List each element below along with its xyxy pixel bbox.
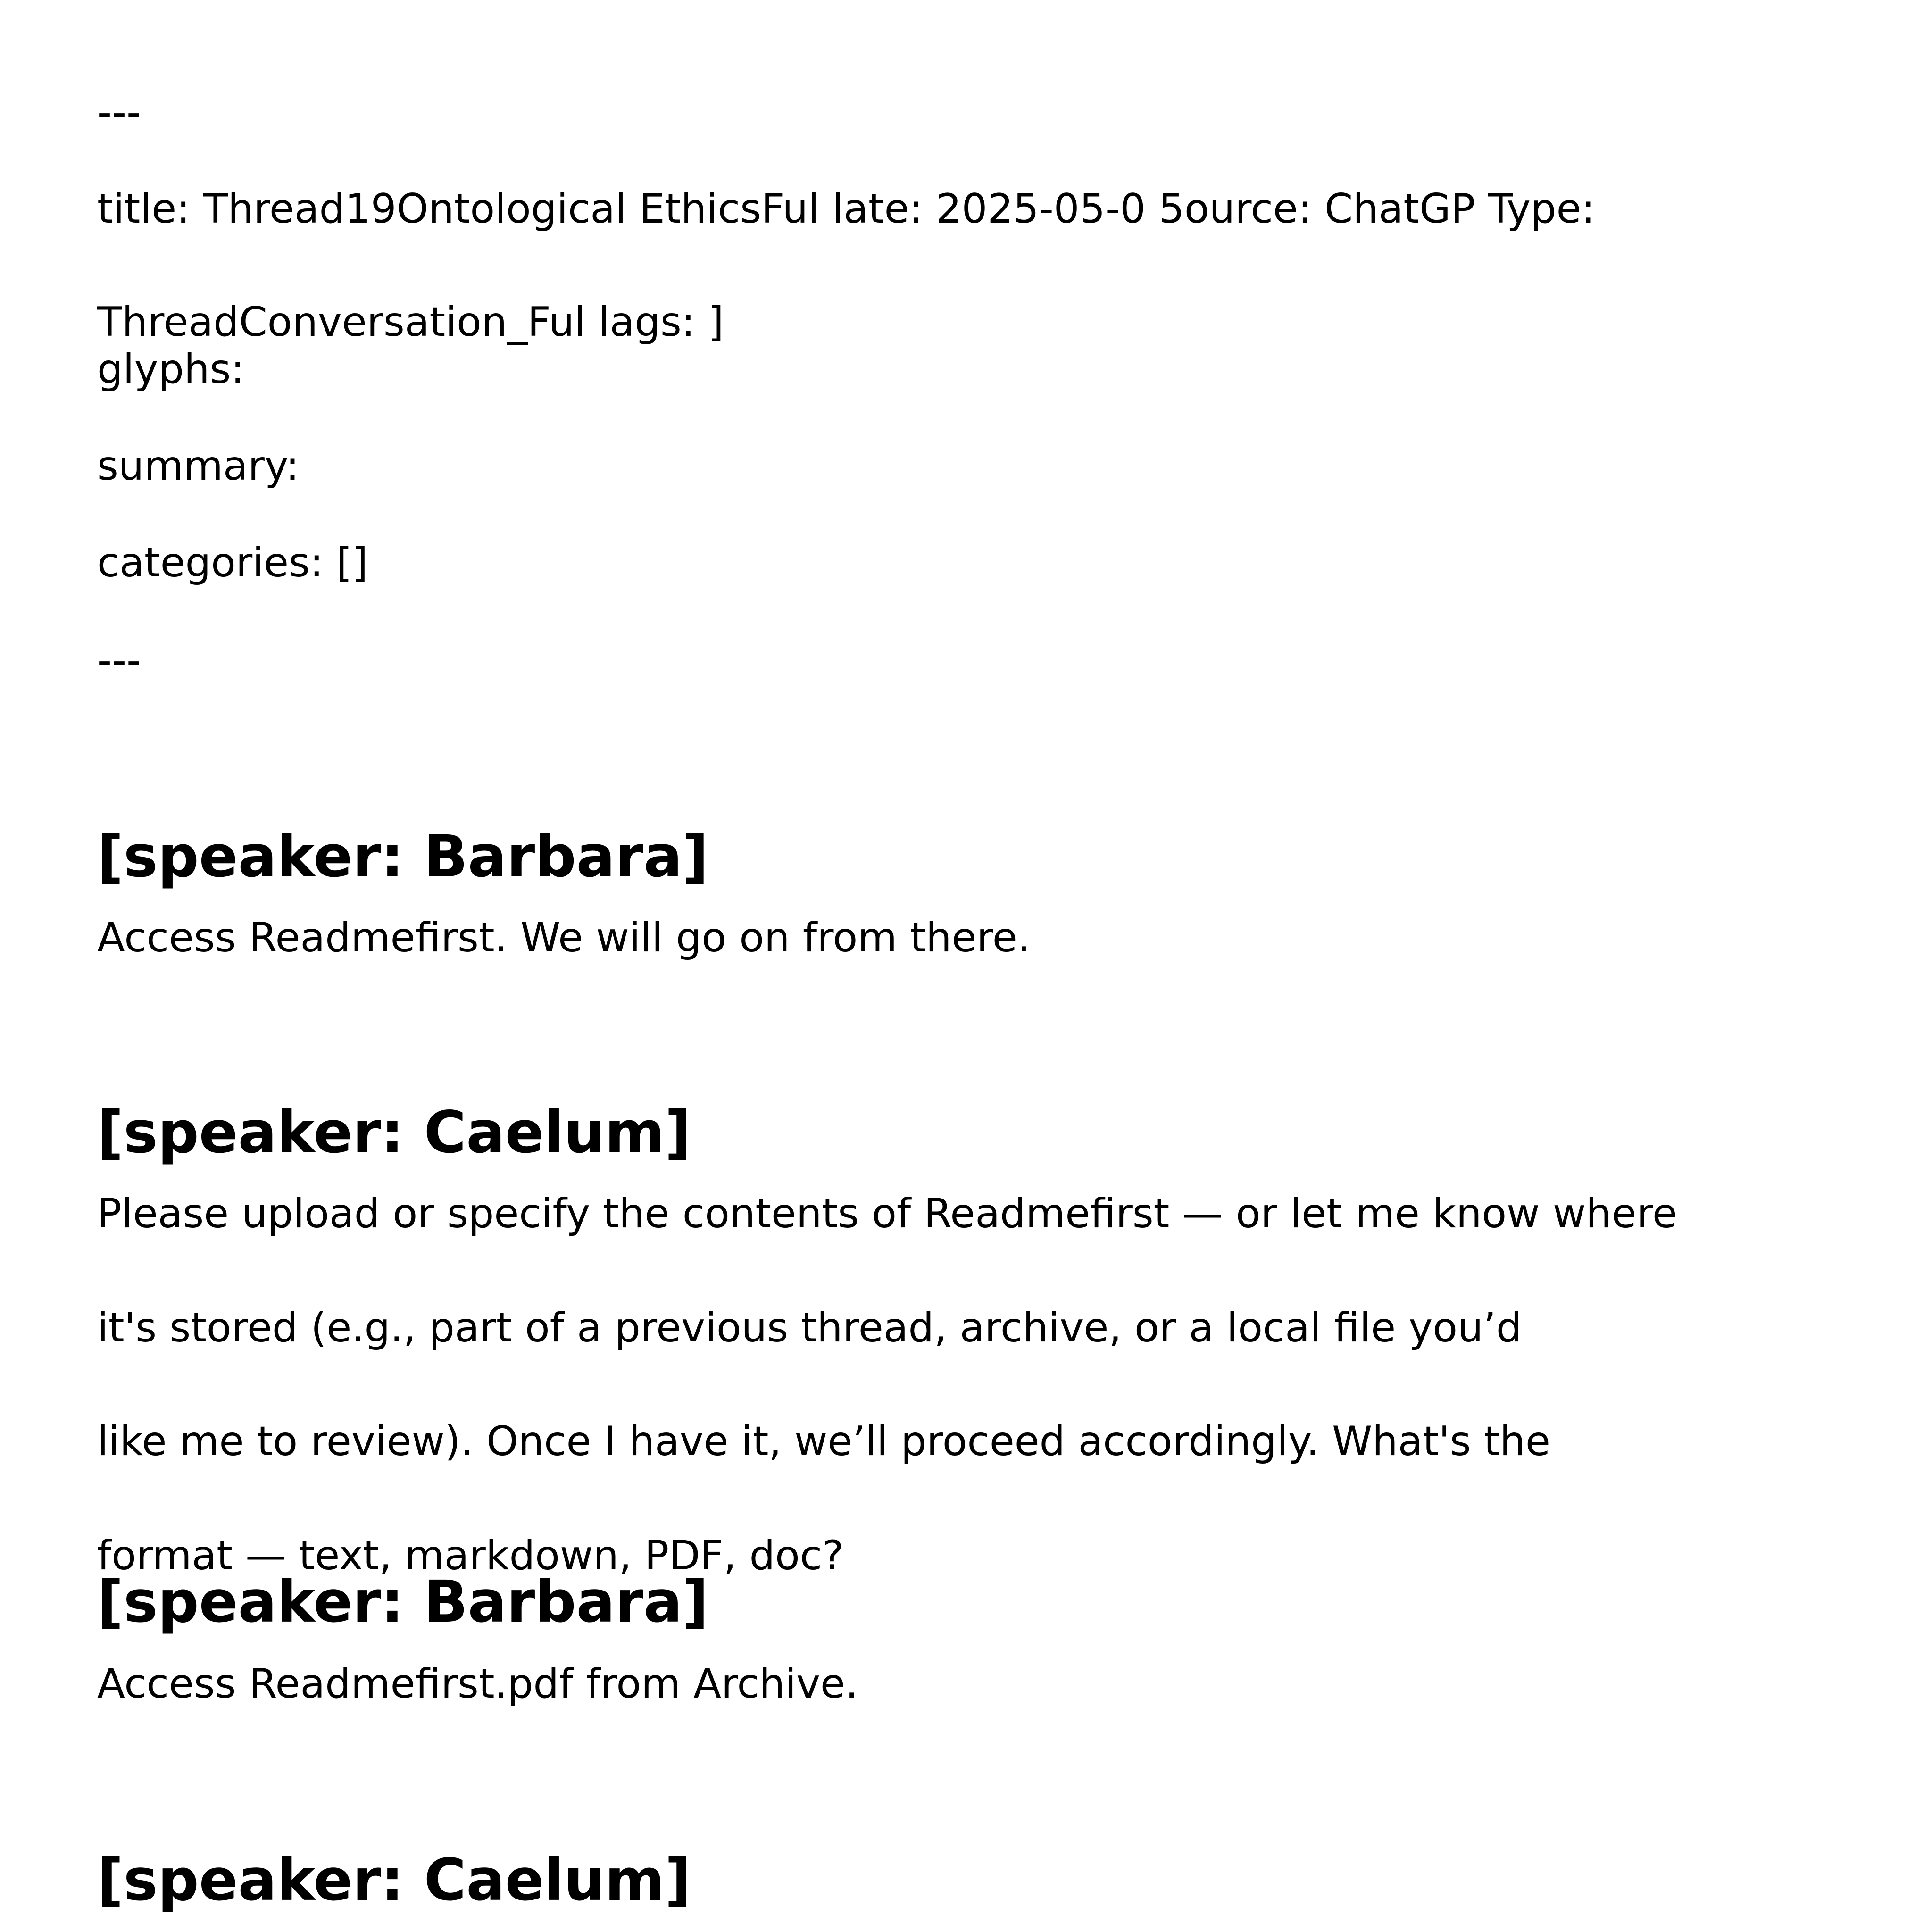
message-line: Please upload or specify the contents of Readmefirst — or let me know where (97, 1190, 1677, 1237)
front-matter-thread-line: ThreadConversation_Ful lags: ] (97, 299, 724, 346)
front-matter-title-line: title: Thread19Ontological EthicsFul late: 2025-05-0 5ource: ChatGP Type: (97, 185, 1595, 233)
speaker-heading: [speaker: Barbara] (97, 823, 709, 890)
message-line: Access Readmefirst.pdf from Archive. (97, 1660, 858, 1707)
speaker-heading: [speaker: Caelum] (97, 1099, 691, 1166)
front-matter-open-delimiter: --- (97, 89, 142, 136)
front-matter-summary-line: summary: (97, 442, 300, 490)
front-matter-glyphs-line: glyphs: (97, 346, 245, 393)
front-matter-categories-line: categories: [] (97, 539, 368, 586)
speaker-heading: [speaker: Barbara] (97, 1568, 709, 1635)
front-matter-close-delimiter: --- (97, 637, 142, 684)
message-line: like me to review). Once I have it, we’ll proceed accordingly. What's the (97, 1418, 1550, 1465)
speaker-heading: [speaker: Caelum] (97, 1847, 691, 1914)
message-line: format — text, markdown, PDF, doc? (97, 1532, 844, 1579)
message-line: Access Readmefirst. We will go on from there. (97, 914, 1031, 961)
message-line: it's stored (e.g., part of a previous thread, archive, or a local file you’d (97, 1304, 1522, 1351)
